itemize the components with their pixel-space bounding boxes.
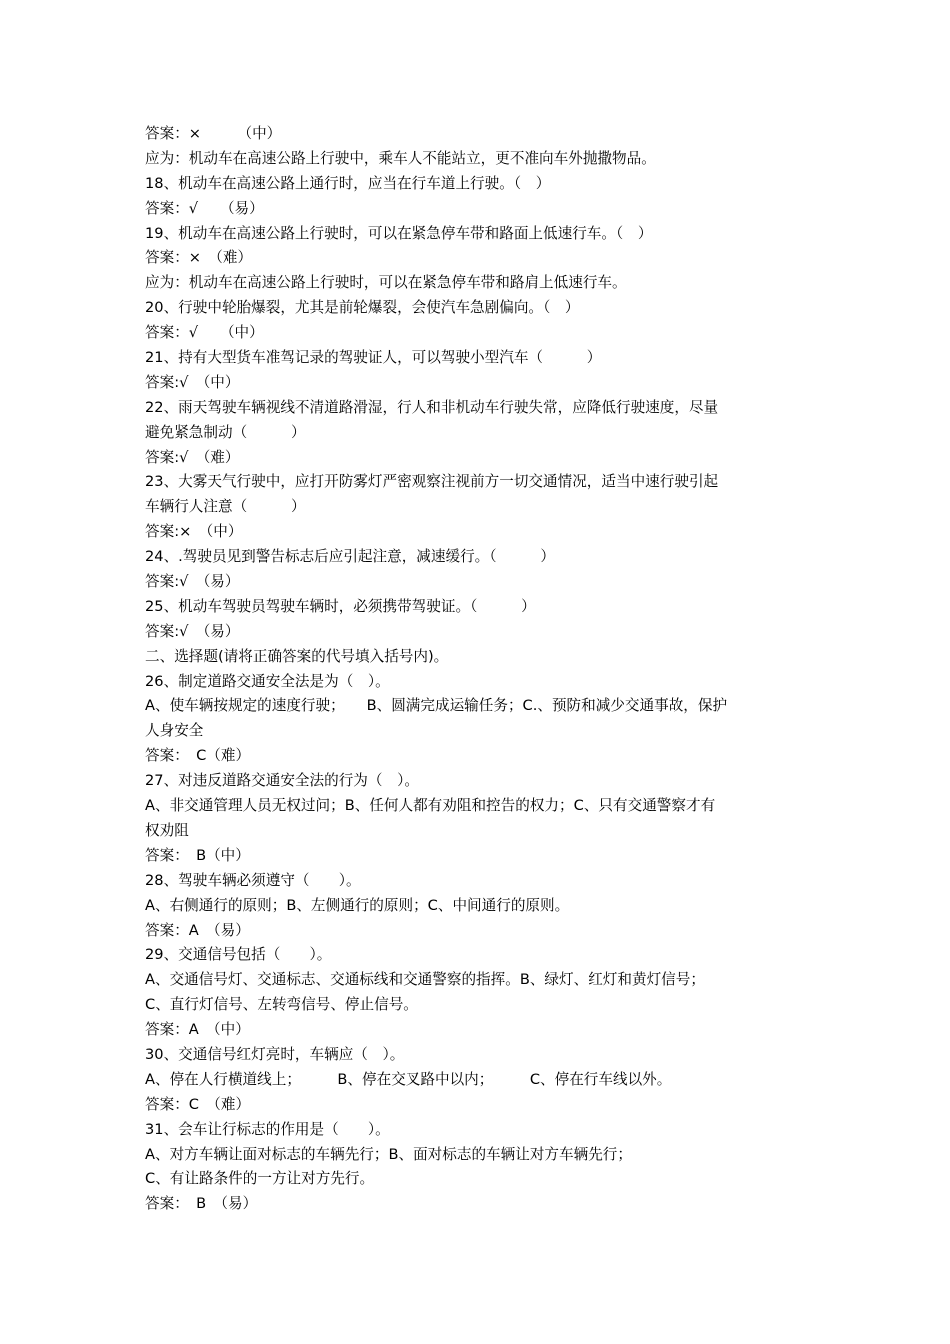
text-line: 权劝阻 — [145, 821, 189, 839]
text-line: 答案：A （中） — [145, 1021, 250, 1039]
text-line: C、有让路条件的一方让对方先行。 — [145, 1170, 375, 1188]
text-line: 答案:√ （中） — [145, 373, 240, 391]
text-line: 21、持有大型货车准驾记录的驾驶证人，可以驾驶小型汽车（ ） — [145, 349, 602, 367]
text-line: A、右侧通行的原则；B、左侧通行的原则；C、中间通行的原则。 — [145, 896, 570, 914]
text-line: 答案：A （易） — [145, 921, 250, 939]
text-line: 31、会车让行标志的作用是（ ）。 — [145, 1120, 390, 1138]
text-line: A、停在人行横道线上； B、停在交叉路中以内； C、停在行车线以外。 — [145, 1070, 672, 1088]
text-line: 应为：机动车在高速公路上行驶时，可以在紧急停车带和路肩上低速行车。 — [145, 274, 627, 292]
text-line: 答案：√ （中） — [145, 324, 264, 342]
text-line: 27、对违反道路交通安全法的行为（ ）。 — [145, 772, 419, 790]
text-line: 答案：C （难） — [145, 1095, 251, 1113]
text-line: A、使车辆按规定的速度行驶； B、圆满完成运输任务；C.、预防和减少交通事故，保护 — [145, 697, 728, 715]
text-line: 答案： B（中） — [145, 846, 250, 864]
text-line: 25、机动车驾驶员驾驶车辆时，必须携带驾驶证。（ ） — [145, 597, 536, 615]
text-line: 答案：× （难） — [145, 249, 253, 267]
text-line: 30、交通信号红灯亮时，车辆应（ ）。 — [145, 1045, 405, 1063]
text-line: 应为：机动车在高速公路上行驶中，乘车人不能站立，更不准向车外抛撒物品。 — [145, 149, 656, 167]
text-line: 28、驾驶车辆必须遵守（ ）。 — [145, 871, 361, 889]
text-line: 24、.驾驶员见到警告标志后应引起注意，减速缓行。（ ） — [145, 548, 555, 566]
text-line: 19、机动车在高速公路上行驶时，可以在紧急停车带和路面上低速行车。（ ） — [145, 224, 653, 242]
document-body — [145, 122, 810, 1217]
text-line: 答案： B （易） — [145, 1195, 258, 1213]
text-line: 答案： C（难） — [145, 747, 251, 765]
text-line: 避免紧急制动（ ） — [145, 423, 306, 441]
text-line: 答案:√ （易） — [145, 622, 240, 640]
text-line: 人身安全 — [145, 722, 204, 740]
text-line: 20、行驶中轮胎爆裂，尤其是前轮爆裂，会使汽车急剧偏向。（ ） — [145, 299, 580, 317]
text-line: 18、机动车在高速公路上通行时，应当在行车道上行驶。（ ） — [145, 174, 551, 192]
text-line: 车辆行人注意（ ） — [145, 498, 306, 516]
text-line: 答案:√ （难） — [145, 448, 240, 466]
text-line: A、对方车辆让面对标志的车辆先行；B、面对标志的车辆让对方车辆先行； — [145, 1145, 632, 1163]
text-line: 23、大雾天气行驶中，应打开防雾灯严密观察注视前方一切交通情况，适当中速行驶引起 — [145, 473, 719, 491]
text-line: 答案:√ （易） — [145, 573, 240, 591]
text-line: 29、交通信号包括（ ）。 — [145, 946, 332, 964]
section-heading: 二、选择题(请将正确答案的代号填入括号内)。 — [145, 647, 449, 665]
text-line: A、非交通管理人员无权过问；B、任何人都有劝阻和控告的权力；C、只有交通警察才有 — [145, 797, 716, 815]
text-line: 26、制定道路交通安全法是为（ ）。 — [145, 672, 390, 690]
text-line: 22、雨天驾驶车辆视线不清道路滑湿，行人和非机动车行驶失常，应降低行驶速度，尽量 — [145, 398, 719, 416]
text-line: A、交通信号灯、交通标志、交通标线和交通警察的指挥。B、绿灯、红灯和黄灯信号； — [145, 971, 705, 989]
text-line: C、直行灯信号、左转弯信号、停止信号。 — [145, 996, 418, 1014]
text-line: 答案：× （中） — [145, 125, 282, 142]
text-line: 答案:× （中） — [145, 523, 243, 541]
text-line: 答案：√ （易） — [145, 199, 264, 217]
